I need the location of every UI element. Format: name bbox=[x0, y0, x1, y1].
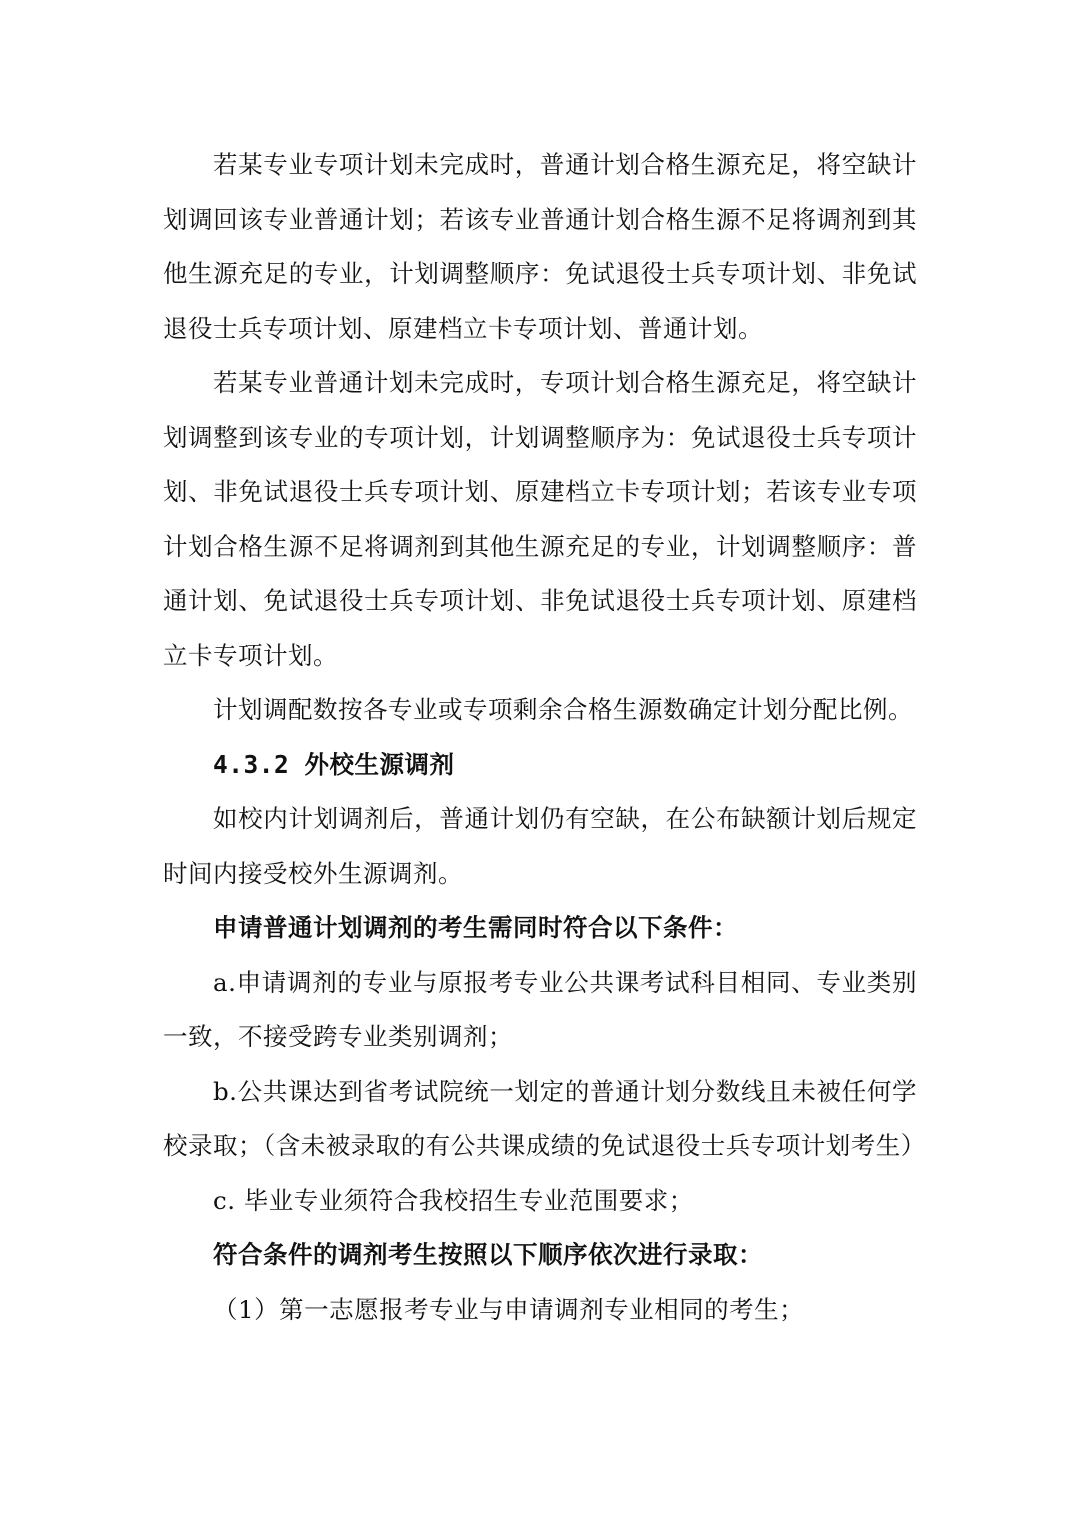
admission-order-item-1: （1）第一志愿报考专业与申请调剂专业相同的考生； bbox=[213, 1294, 805, 1324]
paragraph-special-plan-adjustment: 若某专业专项计划未完成时，普通计划合格生源充足，将空缺计划调回该专业普通计划；若该专业普通计划合格生源不足将调剂到其他生源充足的专业，计划调整顺序：免试退役士兵专项计划、非免试退役士兵专项计划、原建档立卡专项计划、普通计划。 bbox=[163, 150, 917, 343]
condition-item-c: c. 毕业专业须符合我校招生专业范围要求； bbox=[213, 1185, 694, 1215]
condition-item-a: a.申请调剂的专业与原报考专业公共课考试科目相同、专业类别一致，不接受跨专业类别调剂； bbox=[163, 967, 917, 1051]
document-page bbox=[163, 138, 926, 1337]
section-number: 4.3.2 bbox=[213, 749, 290, 779]
admission-order-heading: 符合条件的调剂考生按照以下顺序依次进行录取： bbox=[213, 1240, 763, 1269]
paragraph-allocation-ratio: 计划调配数按各专业或专项剩余合格生源数确定计划分配比例。 bbox=[213, 695, 913, 724]
paragraph-external-adjustment: 如校内计划调剂后，普通计划仍有空缺，在公布缺额计划后规定时间内接受校外生源调剂。 bbox=[163, 804, 917, 888]
section-heading bbox=[163, 738, 917, 793]
conditions-heading: 申请普通计划调剂的考生需同时符合以下条件： bbox=[213, 913, 738, 942]
condition-item-b: b.公共课达到省考试院统一划定的普通计划分数线且未被任何学校录取；（含未被录取的有公共课成绩的免试退役士兵专项计划考生） bbox=[163, 1076, 926, 1160]
paragraph-general-plan-adjustment: 若某专业普通计划未完成时，专项计划合格生源充足，将空缺计划调整到该专业的专项计划，计划调整顺序为：免试退役士兵专项计划、非免试退役士兵专项计划、原建档立卡专项计划；若该专业专项计划合格生源不足将调剂到其他生源充足的专业，计划调整顺序：普通计划、免试退役士兵专项计划、非免试退役士兵专项计划、原建档立卡专项计划。 bbox=[163, 368, 917, 670]
section-title: 外校生源调剂 bbox=[304, 749, 455, 779]
